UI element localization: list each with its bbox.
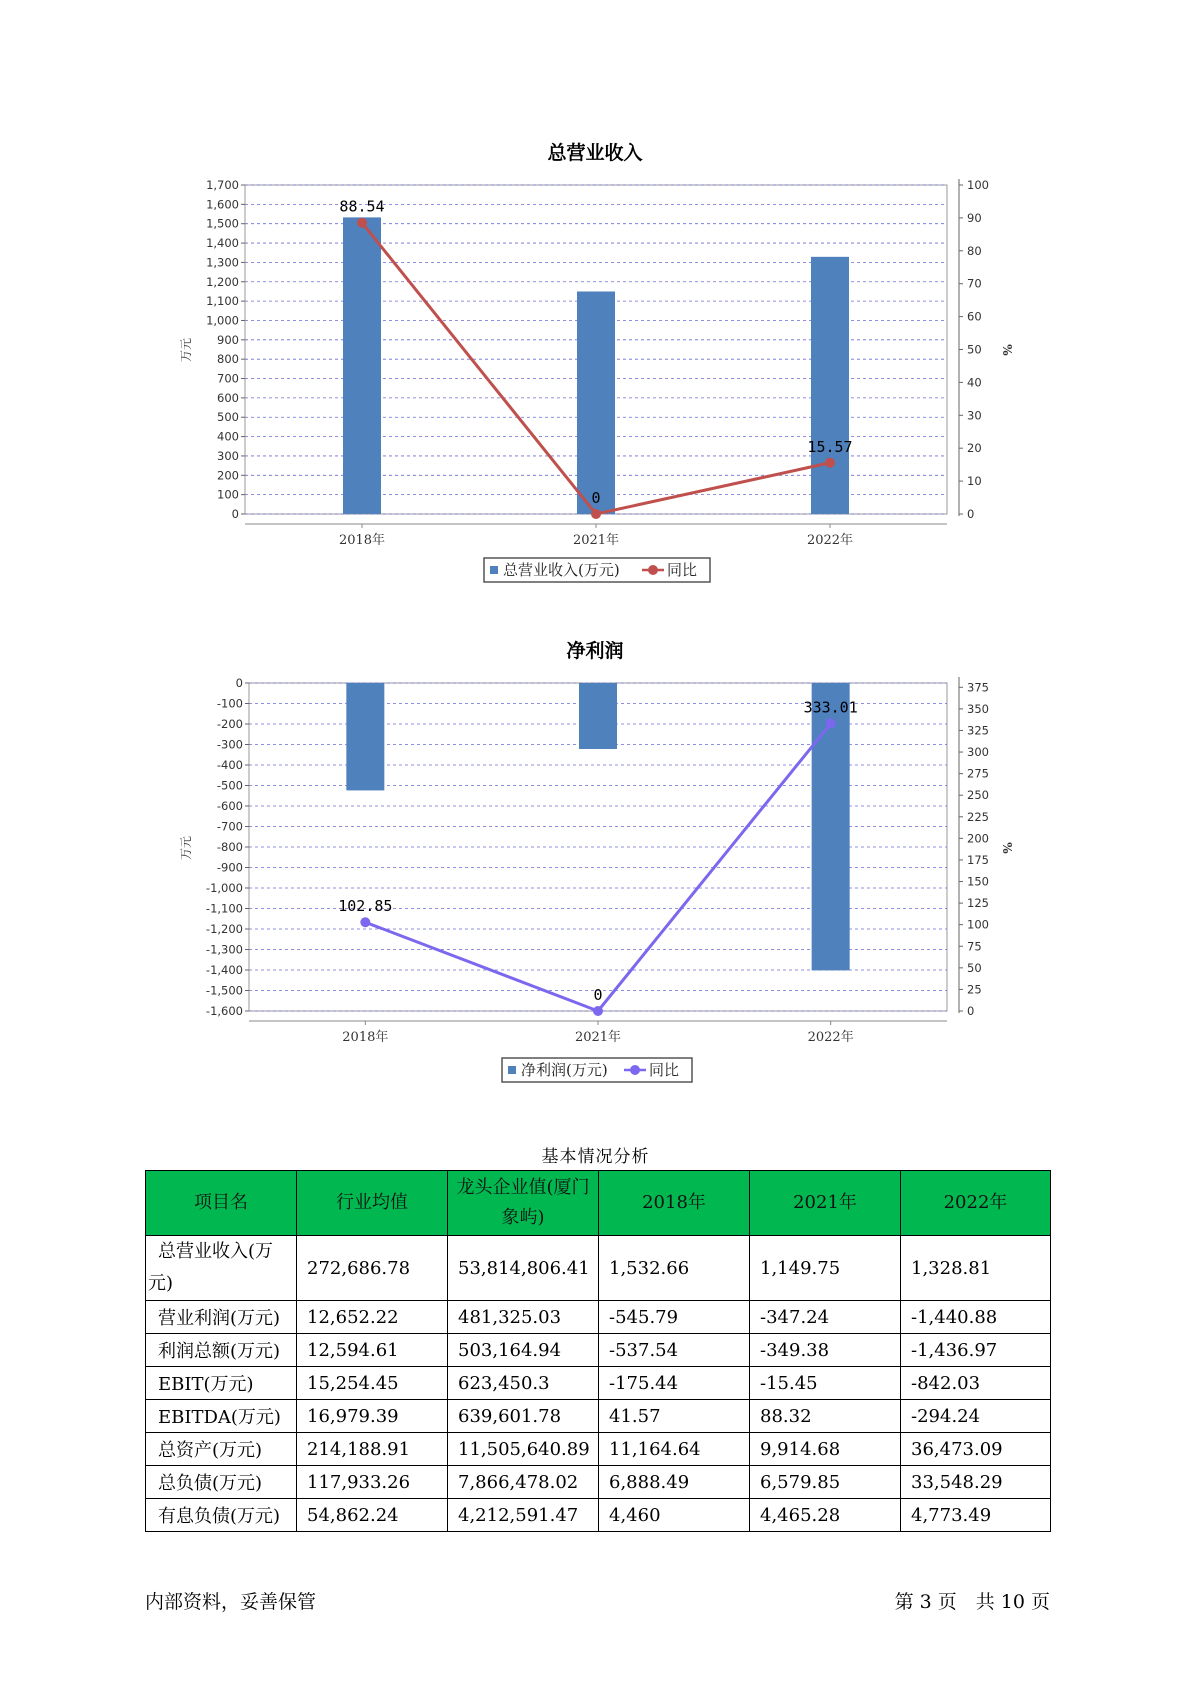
- row-label: 利润总额(万元): [146, 1334, 297, 1367]
- cell: 1,328.81: [901, 1236, 1051, 1301]
- bar-2021年: [579, 683, 617, 749]
- y2-tick-label: 0: [967, 1004, 975, 1018]
- y-tick-label: -300: [216, 737, 243, 752]
- footer-page-number: 第 3 页 共 10 页: [894, 1591, 1050, 1613]
- y-tick-label: -700: [216, 819, 243, 834]
- y-tick-label: 1,700: [206, 178, 239, 192]
- y-tick-label: -1,000: [205, 881, 243, 895]
- y2-tick-label: 100: [967, 178, 989, 192]
- y2-tick-label: 350: [967, 701, 989, 716]
- yoy-point: [825, 458, 835, 468]
- cell: 6,888.49: [599, 1466, 750, 1499]
- y-tick-label: 0: [231, 507, 239, 521]
- y-tick-label: 700: [217, 371, 239, 386]
- yoy-point: [826, 719, 836, 729]
- y2-tick-label: 80: [967, 243, 982, 258]
- y2-tick-label: 125: [967, 896, 989, 911]
- table-row: [146, 1400, 1051, 1433]
- cell: -349.38: [750, 1334, 901, 1367]
- cell: 1,532.66: [599, 1236, 750, 1301]
- bar-2021年: [577, 291, 615, 514]
- x-tick-label: 2022年: [806, 533, 854, 548]
- bar-2022年: [811, 257, 849, 514]
- cell: -1,440.88: [901, 1301, 1051, 1334]
- yoy-point: [591, 509, 601, 519]
- cell: 88.32: [750, 1400, 901, 1433]
- cell: 53,814,806.41: [448, 1236, 599, 1301]
- cell: 1,149.75: [750, 1236, 901, 1301]
- y-tick-label: -900: [216, 860, 243, 875]
- y2-tick-label: 250: [967, 788, 989, 803]
- yoy-data-label: 0: [591, 489, 601, 507]
- cell: -347.24: [750, 1301, 901, 1334]
- y2-tick-label: 100: [967, 917, 989, 932]
- cell: 9,914.68: [750, 1433, 901, 1466]
- x-tick-label: 2018年: [338, 533, 386, 548]
- y-tick-label: 1,100: [206, 294, 239, 309]
- legend-bar-label: 净利润(万元): [521, 1061, 608, 1079]
- yoy-data-label: 0: [593, 986, 603, 1004]
- cell: 12,652.22: [297, 1301, 448, 1334]
- header-leader-value: 龙头企业值(厦门象屿): [448, 1171, 599, 1236]
- x-tick-label: 2021年: [572, 533, 620, 548]
- y-tick-label: 200: [217, 468, 239, 483]
- yoy-data-label: 102.85: [338, 897, 393, 916]
- table-header-row: [146, 1171, 1051, 1236]
- y-tick-label: 1,000: [206, 313, 239, 328]
- y2-axis-label: %: [1000, 344, 1014, 356]
- y2-tick-label: 225: [967, 809, 989, 824]
- y-tick-label: -800: [216, 840, 243, 854]
- cell: 33,548.29: [901, 1466, 1051, 1499]
- legend-line-label: 同比: [649, 1061, 680, 1079]
- net-profit-chart: [0, 628, 1191, 1088]
- row-label: 总负债(万元): [146, 1466, 297, 1499]
- y-tick-label: 500: [217, 410, 239, 425]
- row-label: EBITDA(万元): [146, 1400, 297, 1433]
- y2-tick-label: 30: [967, 408, 982, 423]
- y-tick-label: 1,400: [206, 236, 239, 251]
- bar-2018年: [346, 683, 384, 790]
- y-tick-label: 300: [217, 448, 239, 463]
- yoy-data-label: 333.01: [803, 698, 858, 717]
- table-row: [146, 1367, 1051, 1400]
- y-tick-label: 400: [217, 429, 239, 444]
- y-tick-label: -600: [216, 799, 243, 813]
- x-tick-label: 2022年: [807, 1030, 854, 1045]
- yoy-data-label: 15.57: [807, 437, 853, 456]
- y2-tick-label: 10: [967, 474, 982, 489]
- revenue-chart: [0, 130, 1191, 590]
- y-axis-label: 万元: [179, 337, 193, 363]
- chart-title: 总营业收入: [547, 142, 643, 164]
- footer-confidential-note: 内部资料，妥善保管: [145, 1591, 317, 1613]
- legend-line-label: 同比: [667, 561, 698, 579]
- cell: -545.79: [599, 1301, 750, 1334]
- row-label: 营业利润(万元): [146, 1301, 297, 1334]
- yoy-point: [357, 218, 367, 228]
- y-tick-label: 900: [217, 332, 239, 347]
- cell: 7,866,478.02: [448, 1466, 599, 1499]
- header-item-name: 项目名: [146, 1171, 297, 1236]
- cell: 15,254.45: [297, 1367, 448, 1400]
- cell: 16,979.39: [297, 1400, 448, 1433]
- header-2018: 2018年: [599, 1171, 750, 1236]
- cell: 4,212,591.47: [448, 1499, 599, 1532]
- table-row: [146, 1433, 1051, 1466]
- row-label: EBIT(万元): [146, 1367, 297, 1400]
- y2-tick-label: 375: [967, 680, 989, 695]
- y-tick-label: -200: [216, 717, 243, 731]
- legend-bar-swatch: [508, 1066, 516, 1074]
- cell: 11,505,640.89: [448, 1433, 599, 1466]
- cell: 214,188.91: [297, 1433, 448, 1466]
- legend-line-marker: [630, 1065, 640, 1075]
- table-row: [146, 1466, 1051, 1499]
- table-row: [146, 1499, 1051, 1532]
- y-tick-label: -1,500: [205, 983, 243, 998]
- y-tick-label: 1,200: [206, 274, 239, 289]
- y2-tick-label: 40: [967, 375, 982, 390]
- yoy-data-label: 88.54: [339, 197, 385, 216]
- cell: 4,460: [599, 1499, 750, 1532]
- table-title: 基本情况分析: [541, 1147, 650, 1167]
- cell: 41.57: [599, 1400, 750, 1433]
- y-tick-label: 1,600: [206, 197, 239, 212]
- cell: 54,862.24: [297, 1499, 448, 1532]
- y2-tick-label: 60: [967, 309, 982, 324]
- basic-analysis-table: [145, 1170, 1051, 1532]
- row-label: 总资产(万元): [146, 1433, 297, 1466]
- cell: 12,594.61: [297, 1334, 448, 1367]
- y-tick-label: -100: [216, 696, 243, 711]
- yoy-point: [360, 917, 370, 927]
- y2-tick-label: 0: [967, 507, 975, 521]
- y-tick-label: -1,300: [205, 942, 243, 957]
- cell: -537.54: [599, 1334, 750, 1367]
- table-row: [146, 1301, 1051, 1334]
- row-label: 总营业收入(万元): [146, 1236, 297, 1301]
- y2-tick-label: 25: [967, 982, 982, 997]
- y-tick-label: -1,200: [205, 922, 243, 936]
- y-tick-label: -1,600: [205, 1004, 243, 1018]
- y-tick-label: 100: [217, 487, 239, 502]
- header-2022: 2022年: [901, 1171, 1051, 1236]
- cell: -842.03: [901, 1367, 1051, 1400]
- y2-tick-label: 275: [967, 766, 989, 781]
- y2-tick-label: 300: [967, 745, 989, 760]
- table-row: [146, 1334, 1051, 1367]
- legend-bar-swatch: [490, 566, 498, 574]
- y2-tick-label: 325: [967, 723, 989, 738]
- cell: 6,579.85: [750, 1466, 901, 1499]
- y2-tick-label: 50: [967, 960, 982, 975]
- cell: 503,164.94: [448, 1334, 599, 1367]
- yoy-point: [593, 1006, 603, 1016]
- y2-tick-label: 90: [967, 210, 982, 225]
- row-label: 有息负债(万元): [146, 1499, 297, 1532]
- cell: 117,933.26: [297, 1466, 448, 1499]
- cell: 639,601.78: [448, 1400, 599, 1433]
- y-tick-label: 1,500: [206, 216, 239, 231]
- y2-tick-label: 50: [967, 342, 982, 357]
- y-tick-label: 1,300: [206, 255, 239, 270]
- y-tick-label: -1,400: [205, 963, 243, 977]
- cell: 36,473.09: [901, 1433, 1051, 1466]
- y-tick-label: 800: [217, 352, 239, 367]
- y-tick-label: -1,100: [205, 901, 243, 916]
- cell: -1,436.97: [901, 1334, 1051, 1367]
- header-industry-avg: 行业均值: [297, 1171, 448, 1236]
- cell: 4,465.28: [750, 1499, 901, 1532]
- cell: -294.24: [901, 1400, 1051, 1433]
- x-tick-label: 2021年: [574, 1030, 622, 1045]
- y2-tick-label: 75: [967, 939, 982, 954]
- x-tick-label: 2018年: [342, 1030, 389, 1045]
- table-row: [146, 1236, 1051, 1301]
- y2-tick-label: 175: [967, 852, 989, 867]
- y2-tick-label: 150: [967, 874, 989, 889]
- y2-tick-label: 200: [967, 831, 989, 846]
- cell: -175.44: [599, 1367, 750, 1400]
- header-2021: 2021年: [750, 1171, 901, 1236]
- y-tick-label: 600: [217, 390, 239, 405]
- cell: 272,686.78: [297, 1236, 448, 1301]
- legend-line-marker: [648, 565, 658, 575]
- y2-axis-label: %: [1000, 842, 1014, 854]
- cell: 4,773.49: [901, 1499, 1051, 1532]
- cell: 481,325.03: [448, 1301, 599, 1334]
- y-axis-label: 万元: [179, 835, 193, 861]
- bar-2018年: [343, 217, 381, 514]
- y-tick-label: -400: [216, 758, 243, 772]
- legend-bar-label: 总营业收入(万元): [503, 561, 620, 579]
- y2-tick-label: 20: [967, 441, 982, 456]
- cell: -15.45: [750, 1367, 901, 1400]
- y-tick-label: -500: [216, 778, 243, 793]
- cell: 623,450.3: [448, 1367, 599, 1400]
- y2-tick-label: 70: [967, 276, 982, 291]
- chart-title: 净利润: [566, 640, 624, 662]
- cell: 11,164.64: [599, 1433, 750, 1466]
- y-tick-label: 0: [235, 676, 243, 690]
